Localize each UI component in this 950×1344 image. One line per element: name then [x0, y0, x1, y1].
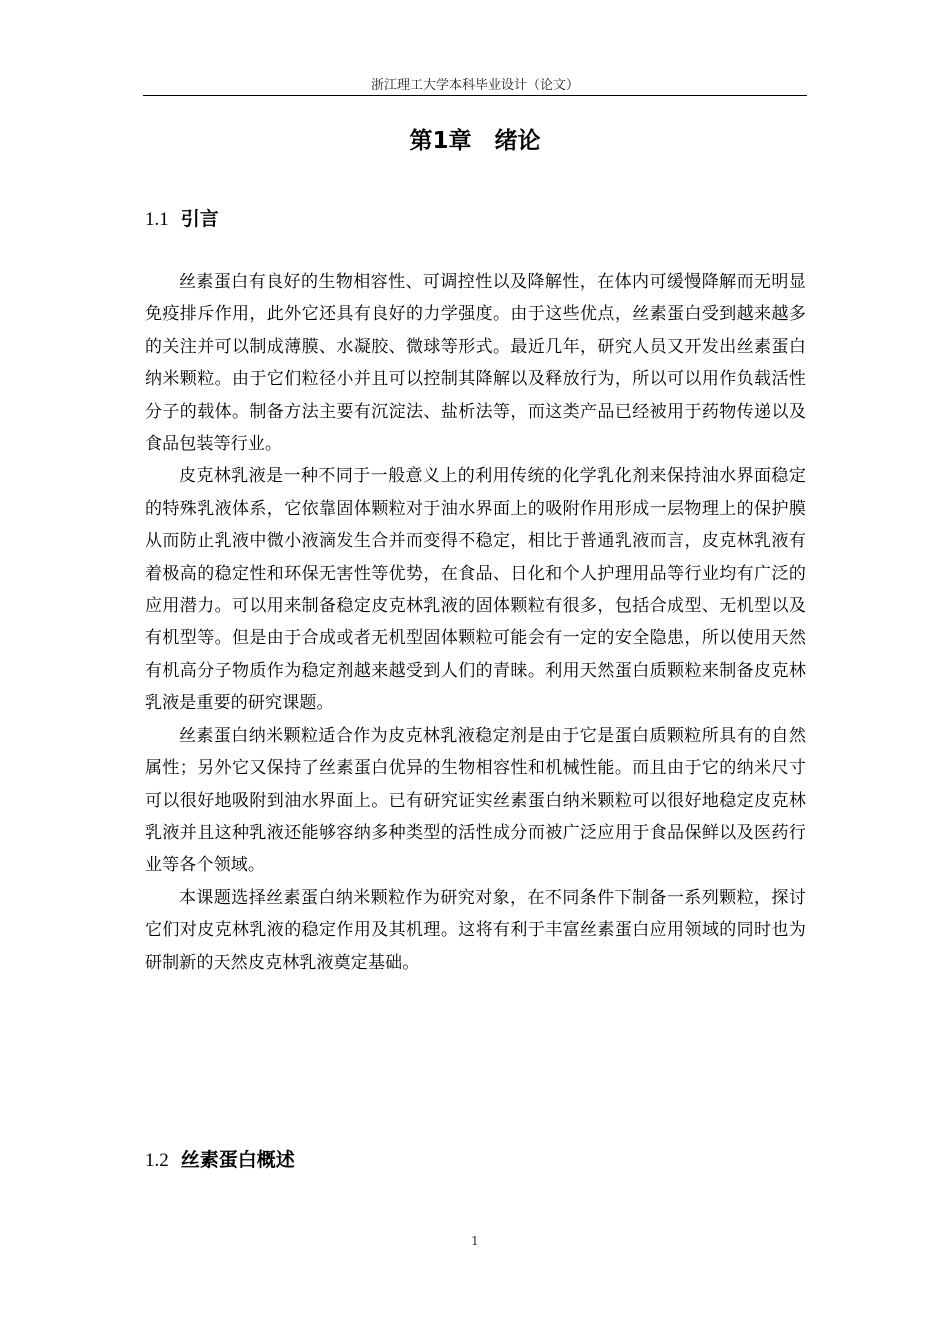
page-number: 1: [471, 1234, 479, 1248]
paragraph-3: 丝素蛋白纳米颗粒适合作为皮克林乳液稳定剂是由于它是蛋白质颗粒所具有的自然属性；另外它又保持了丝素蛋白优异的生物相容性和机械性能。而且由于它的纳米尺寸可以很好地吸附到油水界面上。已有研究证实丝素蛋白纳米颗粒可以很好地稳定皮克林乳液并且这种乳液还能够容纳多种类型的活性成分而被广泛应用于食品保鲜以及医药行业等各个领域。: [145, 725, 806, 876]
section-number: 1.1: [145, 209, 169, 230]
section-heading-1-2: [145, 1145, 295, 1176]
running-header: 浙江理工大学本科毕业设计（论文）: [370, 78, 579, 93]
paragraph-2: 皮克林乳液是一种不同于一般意义上的利用传统的化学乳化剂来保持油水界面稳定的特殊乳液体系，它依靠固体颗粒对于油水界面上的吸附作用形成一层物理上的保护膜从而防止乳液中微小液滴发生合并而变得不稳定，相比于普通乳液而言，皮克林乳液有着极高的稳定性和环保无害性等优势，在食品、日化和个人护理用品等行业均有广泛的应用潜力。可以用来制备稳定皮克林乳液的固体颗粒有很多，包括合成型、无机型以及有机型等。但是由于合成或者无机型固体颗粒可能会有一定的安全隐患，所以使用天然有机高分子物质作为稳定剂越来越受到人们的青睐。利用天然蛋白质颗粒来制备皮克林乳液是重要的研究课题。: [145, 466, 806, 714]
paragraph-1: 丝素蛋白有良好的生物相容性、可调控性以及降解性，在体内可缓慢降解而无明显免疫排斥作用，此外它还具有良好的力学强度。由于这些优点，丝素蛋白受到越来越多的关注并可以制成薄膜、水凝胶、微球等形式。最近几年，研究人员又开发出丝素蛋白纳米颗粒。由于它们粒径小并且可以控制其降解以及释放行为，所以可以用作负载活性分子的载体。制备方法主要有沉淀法、盐析法等，而这类产品已经被用于药物传递以及食品包装等行业。: [145, 272, 806, 455]
section-heading-1-1: [145, 204, 219, 235]
chapter-title: 第1章 绪论: [409, 128, 541, 154]
body-text: [145, 266, 806, 979]
section-title: 引言: [180, 208, 219, 230]
header-rule: [143, 95, 807, 96]
section-number: 1.2: [145, 1150, 169, 1171]
paragraph-4: 本课题选择丝素蛋白纳米颗粒作为研究对象，在不同条件下制备一系列颗粒，探讨它们对皮克林乳液的稳定作用及其机理。这将有利于丰富丝素蛋白应用领域的同时也为研制新的天然皮克林乳液奠定基础。: [145, 887, 806, 973]
section-title: 丝素蛋白概述: [180, 1149, 295, 1171]
